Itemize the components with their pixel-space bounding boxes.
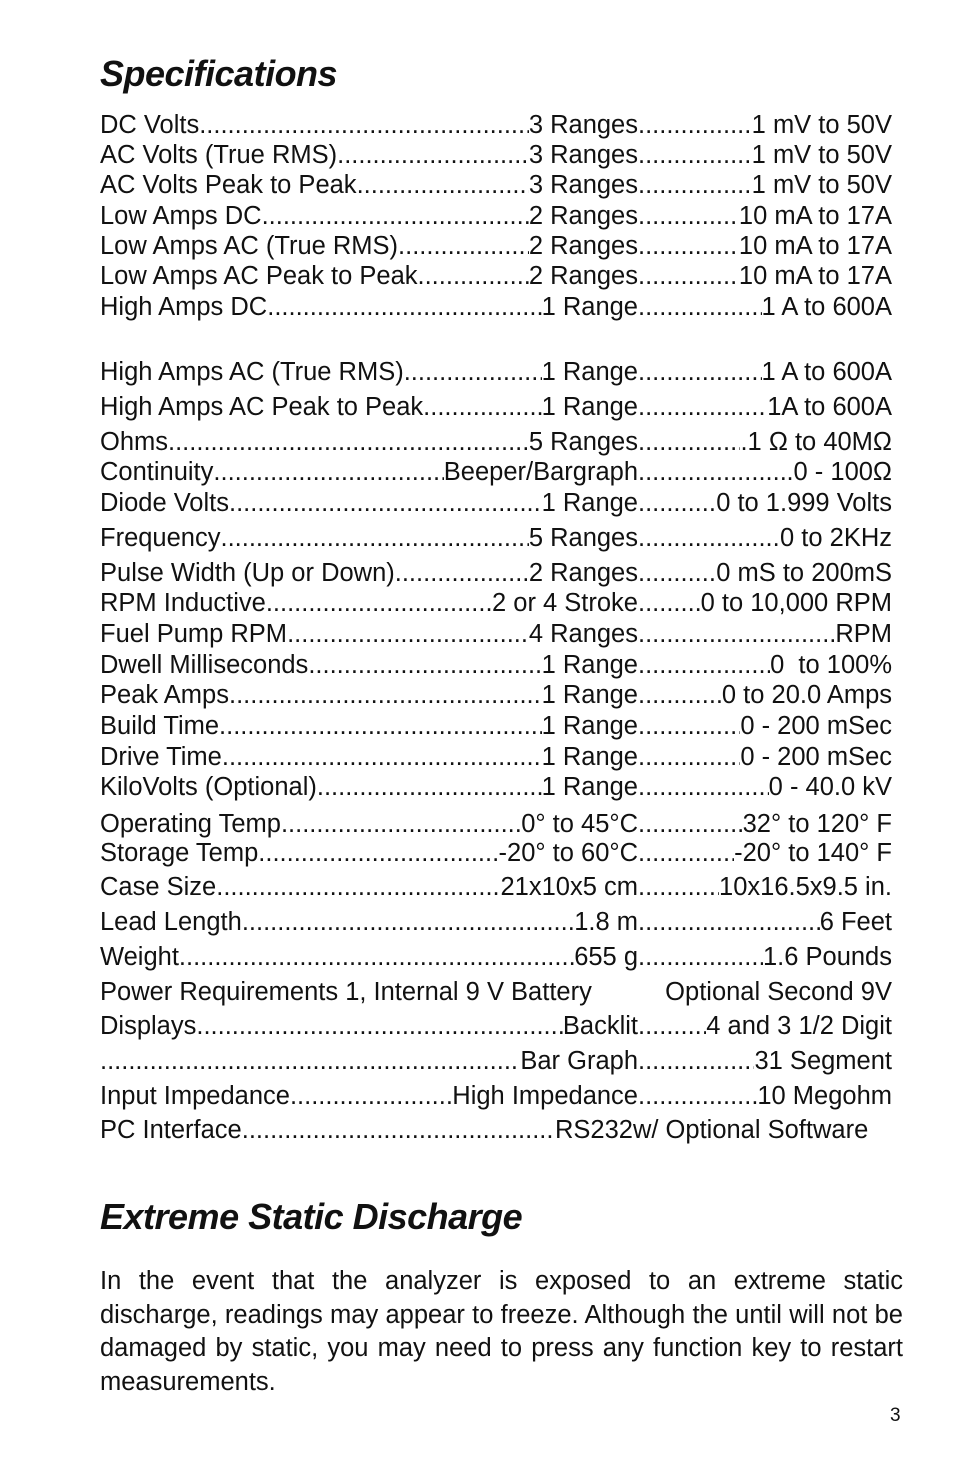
spec-name: AC Volts (True RMS): [100, 141, 338, 169]
spec-value: 10 Megohm: [757, 1082, 892, 1110]
spec-value: 0 to 100%: [770, 651, 892, 679]
spec-range: 1 Range: [541, 489, 638, 517]
spec-name: High Amps AC Peak to Peak: [100, 393, 424, 421]
spec-name: Dwell Milliseconds: [100, 651, 309, 679]
spec-value: 1 A to 600A: [761, 293, 892, 321]
spec-value: 32° to 120° F: [742, 810, 892, 838]
spec-value: Optional Second 9V: [665, 978, 892, 1006]
spec-range: 2 or 4 Stroke: [492, 589, 638, 617]
spec-name: AC Volts Peak to Peak: [100, 171, 357, 199]
spec-value: 1A to 600A: [767, 393, 892, 421]
spec-range: 5 Ranges: [528, 428, 638, 456]
spec-range: 1 Range: [541, 743, 638, 771]
spec-value: 0 to 2KHz: [780, 524, 892, 552]
spec-name: Drive Time: [100, 743, 222, 771]
spec-name: Case Size: [100, 873, 217, 901]
spec-value: 0 - 200 mSec: [740, 712, 892, 740]
spec-name: High Amps AC (True RMS): [100, 358, 404, 386]
spec-value: 10 mA to 17A: [738, 262, 892, 290]
spec-name: Lead Length: [100, 908, 242, 936]
extreme-static-discharge-heading: Extreme Static Discharge: [100, 1196, 523, 1237]
spec-name: Fuel Pump RPM: [100, 620, 288, 648]
spec-range: 1.8 m: [574, 908, 638, 936]
spec-name: RPM Inductive: [100, 589, 266, 617]
spec-range: 1 Range: [541, 651, 638, 679]
spec-value: 4 and 3 1/2 Digit: [706, 1012, 892, 1040]
spec-name: Peak Amps: [100, 681, 229, 709]
spec-name: Continuity: [100, 458, 214, 486]
spec-range: Backlit: [562, 1012, 638, 1040]
specifications-heading: Specifications: [100, 53, 338, 94]
spec-name: KiloVolts (Optional): [100, 773, 317, 801]
spec-name: Low Amps AC Peak to Peak: [100, 262, 418, 290]
spec-range: 4 Ranges: [528, 620, 638, 648]
spec-name: Operating Temp: [100, 810, 281, 838]
spec-value: 0 mS to 200mS: [716, 559, 892, 587]
spec-range: -20° to 60°C: [498, 839, 638, 867]
spec-value: 0 - 40.0 kV: [768, 773, 892, 801]
spec-range: 2 Ranges: [528, 559, 638, 587]
spec-range: Beeper/Bargraph: [443, 458, 638, 486]
spec-value: 1 mV to 50V: [751, 171, 892, 199]
spec-range: 3 Ranges: [528, 171, 638, 199]
spec-range: 2 Ranges: [528, 232, 638, 260]
spec-value: 10x16.5x9.5 in.: [719, 873, 892, 901]
spec-value: .0 - 100Ω: [786, 458, 892, 486]
spec-name: Frequency: [100, 524, 221, 552]
spec-value: 0 to 1.999 Volts: [716, 489, 892, 517]
spec-value: 1 mV to 50V: [751, 111, 892, 139]
spec-name: DC Volts: [100, 111, 200, 139]
spec-value: 1.6 Pounds: [762, 943, 892, 971]
spec-name: Power Requirements 1, Internal 9 V Battery: [100, 978, 592, 1006]
spec-range: 3 Ranges: [528, 111, 638, 139]
spec-name: Diode Volts: [100, 489, 229, 517]
spec-name: Low Amps AC (True RMS): [100, 232, 399, 260]
spec-range: Bar Graph: [520, 1047, 638, 1075]
spec-range: 1 Range: [541, 358, 638, 386]
spec-value: 0 to 20.0 Amps: [721, 681, 892, 709]
spec-value: 31 Segment: [754, 1047, 892, 1075]
spec-value: 0 - 200 mSec: [740, 743, 892, 771]
spec-value: RPM: [835, 620, 892, 648]
spec-name: PC Interface: [100, 1116, 242, 1144]
spec-value: -20° to 140° F: [734, 839, 892, 867]
spec-name: Ohms: [100, 428, 169, 456]
spec-range: 2 Ranges: [528, 262, 638, 290]
spec-range: 1 Range: [541, 712, 638, 740]
spec-range: 5 Ranges: [528, 524, 638, 552]
spec-name: High Amps DC: [100, 293, 268, 321]
spec-range: High Impedance: [452, 1082, 638, 1110]
spec-range: 0° to 45°C: [521, 810, 638, 838]
spec-range: 1 Range: [541, 393, 638, 421]
spec-range: 3 Ranges: [528, 141, 638, 169]
spec-value: 6 Feet: [819, 908, 892, 936]
spec-name: Low Amps DC: [100, 202, 262, 230]
spec-value: 0 to 10,000 RPM: [700, 589, 892, 617]
spec-name: Storage Temp: [100, 839, 259, 867]
spec-range: 21x10x5 cm: [500, 873, 638, 901]
spec-value: 10 mA to 17A: [738, 232, 892, 260]
spec-name: Displays: [100, 1012, 197, 1040]
spec-range: 2 Ranges: [528, 202, 638, 230]
spec-value: .1 Ω to 40MΩ: [740, 428, 892, 456]
spec-value: RS232w/ Optional Software: [555, 1116, 869, 1144]
spec-name: Weight: [100, 943, 179, 971]
spec-range: 1 Range: [541, 681, 638, 709]
page-number: 3: [890, 1405, 901, 1426]
spec-name: Input Impedance: [100, 1082, 290, 1110]
esd-paragraph: In the event that the analyzer is exposed to an extreme static discharge, readings may appear to freeze. Although the until will not be damaged by static, you may need to press any function key to restart measurements.: [100, 1267, 903, 1396]
spec-value: 1 mV to 50V: [751, 141, 892, 169]
spec-name: Build Time: [100, 712, 220, 740]
spec-range: 1 Range: [541, 293, 638, 321]
spec-value: 1 A to 600A: [761, 358, 892, 386]
spec-range: 1 Range: [541, 773, 638, 801]
spec-name: Pulse Width (Up or Down): [100, 559, 395, 587]
spec-range: 655 g: [574, 943, 638, 971]
spec-value: 10 mA to 17A: [738, 202, 892, 230]
